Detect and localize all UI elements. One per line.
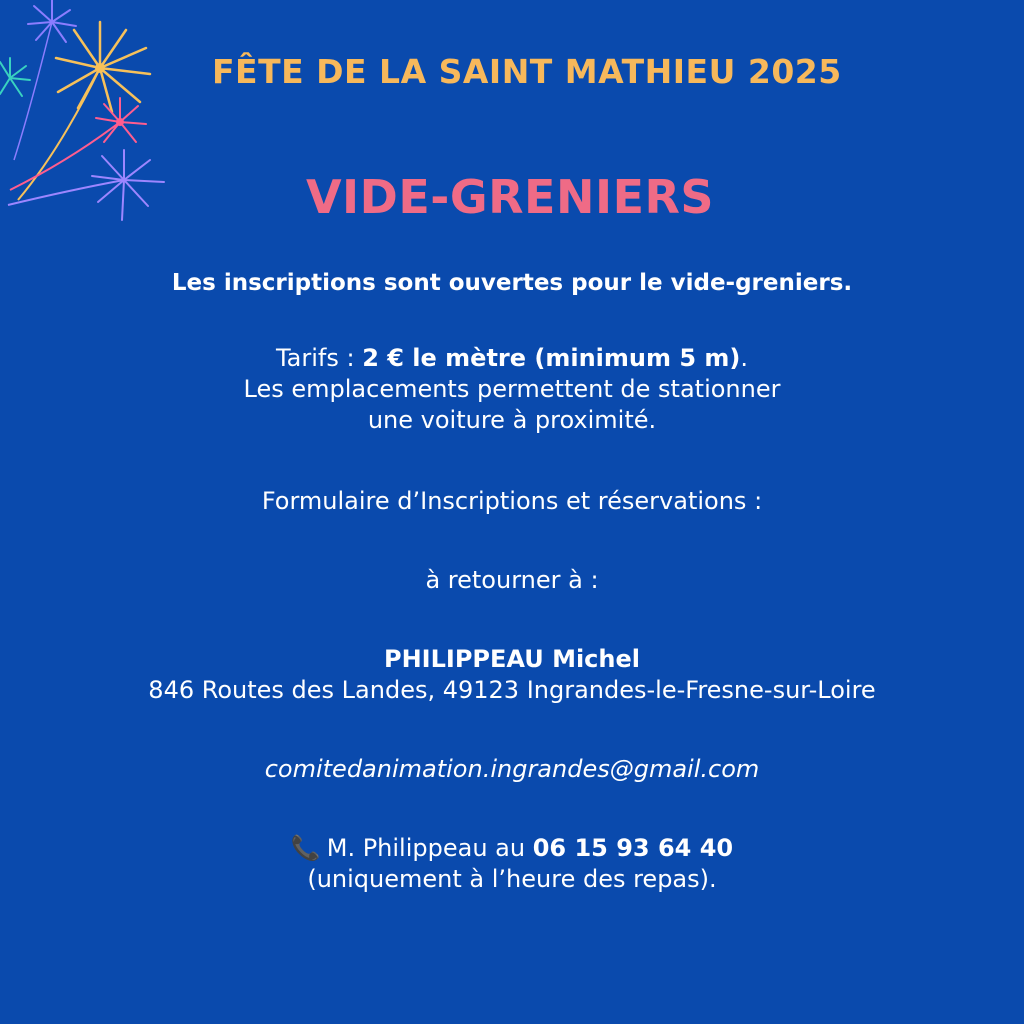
tarifs-label: Tarifs : xyxy=(275,344,363,372)
parking-line-1: Les emplacements permettent de stationner xyxy=(243,375,781,403)
page-title: VIDE-GRENIERS xyxy=(305,170,715,224)
tarifs-line xyxy=(0,343,1024,374)
return-label: à retourner à : xyxy=(425,566,599,594)
phone-note: (uniquement à l’heure des repas). xyxy=(307,865,717,893)
contact-address: 846 Routes des Landes, 49123 Ingrandes-le-Fresne-sur-Loire xyxy=(148,676,876,704)
parking-line-2: une voiture à proximité. xyxy=(367,406,657,434)
contact-name: PHILIPPEAU Michel xyxy=(383,645,640,673)
tarifs-value: 2 € le mètre (minimum 5 m) xyxy=(362,344,741,372)
email-link[interactable]: comitedanimation.ingrandes@gmail.com xyxy=(264,755,760,783)
phone-prefix: M. Philippeau au xyxy=(326,834,533,862)
tarifs-suffix: . xyxy=(740,344,749,372)
phone-line xyxy=(0,833,1024,864)
content-block xyxy=(0,268,1024,895)
phone-icon: 📞 xyxy=(290,834,321,862)
intro-text: Les inscriptions sont ouvertes pour le vide-greniers. xyxy=(171,270,853,296)
form-label: Formulaire d’Inscriptions et réservations : xyxy=(261,487,763,515)
phone-number[interactable]: 06 15 93 64 40 xyxy=(532,834,734,862)
event-title: FÊTE DE LA SAINT MATHIEU 2025 xyxy=(212,52,842,91)
